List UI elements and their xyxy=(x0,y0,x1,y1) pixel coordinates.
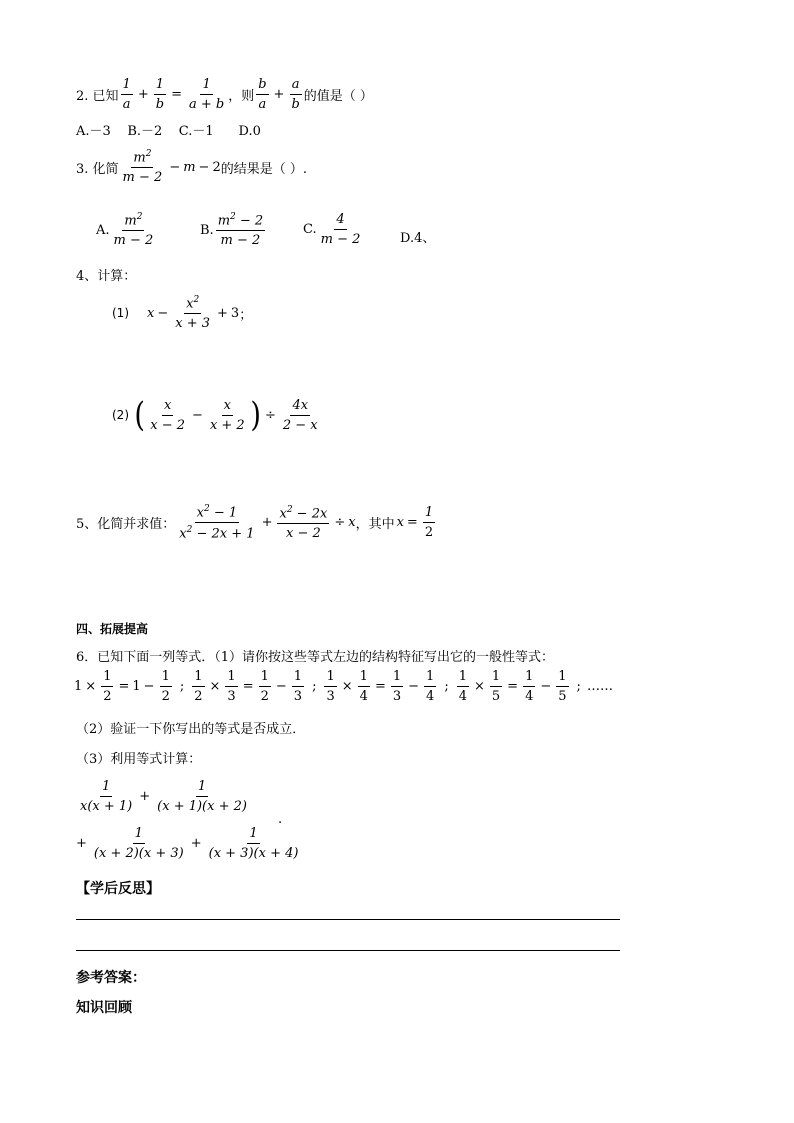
q6-stem: 6．已知下面一列等式．（1）请你按这些等式左边的结构特征写出它的一般性等式： xyxy=(76,650,555,665)
q3-option-d: D.4、 xyxy=(400,231,436,246)
answers-title: 参考答案： xyxy=(76,970,146,986)
q3-option-b: B. $\frac{m^2 - 2}{m - 2}$ xyxy=(200,212,264,249)
fraction-m2-over-m-minus-2: $\frac{m^2}{m - 2}$ xyxy=(122,149,163,186)
q4-part-2: (2) ( $\frac{x}{x - 2}$ − $\frac{x}{x + 2}$ ) ÷ $\frac{4x}{2 - x}$ xyxy=(112,395,318,435)
q5-mid: ，其中 xyxy=(355,517,395,533)
answers-subtitle: 知识回顾 xyxy=(76,1000,132,1016)
fraction-x2-over-x-plus-3: $\frac{x^2}{x + 3}$ xyxy=(175,295,211,332)
q3-prefix: 3. 化简 xyxy=(76,161,119,177)
fraction-1-over-b: $\frac{1}{b}$ xyxy=(155,77,165,112)
q3-suffix: 的结果是（ ）. xyxy=(220,161,307,177)
reflection-line-2 xyxy=(76,950,620,951)
q5-prefix: 5、化简并求值： xyxy=(76,517,176,533)
q3-option-a: A. $\frac{m^2}{m - 2}$ xyxy=(96,212,154,249)
q2-mid: ，则 xyxy=(228,89,255,104)
q4-part-1: (1) x − $\frac{x^2}{x + 3}$ + 3 ； xyxy=(112,295,253,332)
q6-expression-line-2: + $\frac{1}{(x + 2)(x + 3)}$ + $\frac{1}{(x + 3)(x + 4)}$ xyxy=(76,826,299,861)
question-3: 3. 化简 $\frac{m^2}{m - 2}$ − m − 2 的结果是（ ）. xyxy=(76,149,307,186)
q2-options: A.－3 B.－2 C.－1 D.0 xyxy=(76,124,261,139)
fraction-a-over-b: $\frac{a}{b}$ xyxy=(291,77,300,112)
q6-equations: 1 × $\frac{1}{2}$ = 1 − $\frac{1}{2}$ ; $\frac{1}{2}$ × $\frac{1}{3}$ = $\frac{1}{2}$ − $\frac{1}{3}$ ; $\frac{1}{3}$ × $\frac{1}{4}$ = $\frac{1}{3}$ − $\frac{1}{4}$ ; $\frac{1}{4}$ × $\frac{1}{5}$ = $\frac{1}{4}$ − $\frac{1}{5}$ ; …… xyxy=(74,669,613,704)
reflection-title: 【学后反思】 xyxy=(76,881,160,897)
section-4-title: 四、拓展提高 xyxy=(76,622,149,636)
question-5: 5、化简并求值： $\frac{x^2 - 1}{x^2 - 2x + 1}$ + $\frac{x^2 - 2x}{x - 2}$ ÷ x ，其中 x = $\frac{1}{2}$ xyxy=(76,504,434,542)
q6-period: . xyxy=(278,812,283,827)
q2-prefix: 2. 已知 xyxy=(76,89,119,104)
fraction-b-over-a: $\frac{b}{a}$ xyxy=(258,77,267,112)
q6-expression-line-1: $\frac{1}{x(x + 1)}$ + $\frac{1}{(x + 1)(x + 2)}$ xyxy=(80,779,247,814)
q3-option-c: C. $\frac{4}{m - 2}$ xyxy=(303,212,361,247)
q4-title: 4、计算： xyxy=(76,269,137,284)
fraction-1-over-a-plus-b: $\frac{1}{a + b}$ xyxy=(188,77,225,112)
q6-ellipsis: …… xyxy=(586,679,613,694)
fraction-1-over-a: $\frac{1}{a}$ xyxy=(122,77,131,112)
question-2: 2. 已知 $\frac{1}{a}$ + $\frac{1}{b}$ = $\frac{1}{a + b}$ ，则 $\frac{b}{a}$ + $\frac{a}{b}$ 的值是（ ） xyxy=(76,77,373,112)
q2-suffix: 的值是（ ） xyxy=(303,89,373,104)
q6-sub-3: （3）利用等式计算： xyxy=(76,752,202,767)
reflection-line-1 xyxy=(76,919,620,920)
q6-sub-2: （2）验证一下你写出的等式是否成立． xyxy=(76,722,306,737)
